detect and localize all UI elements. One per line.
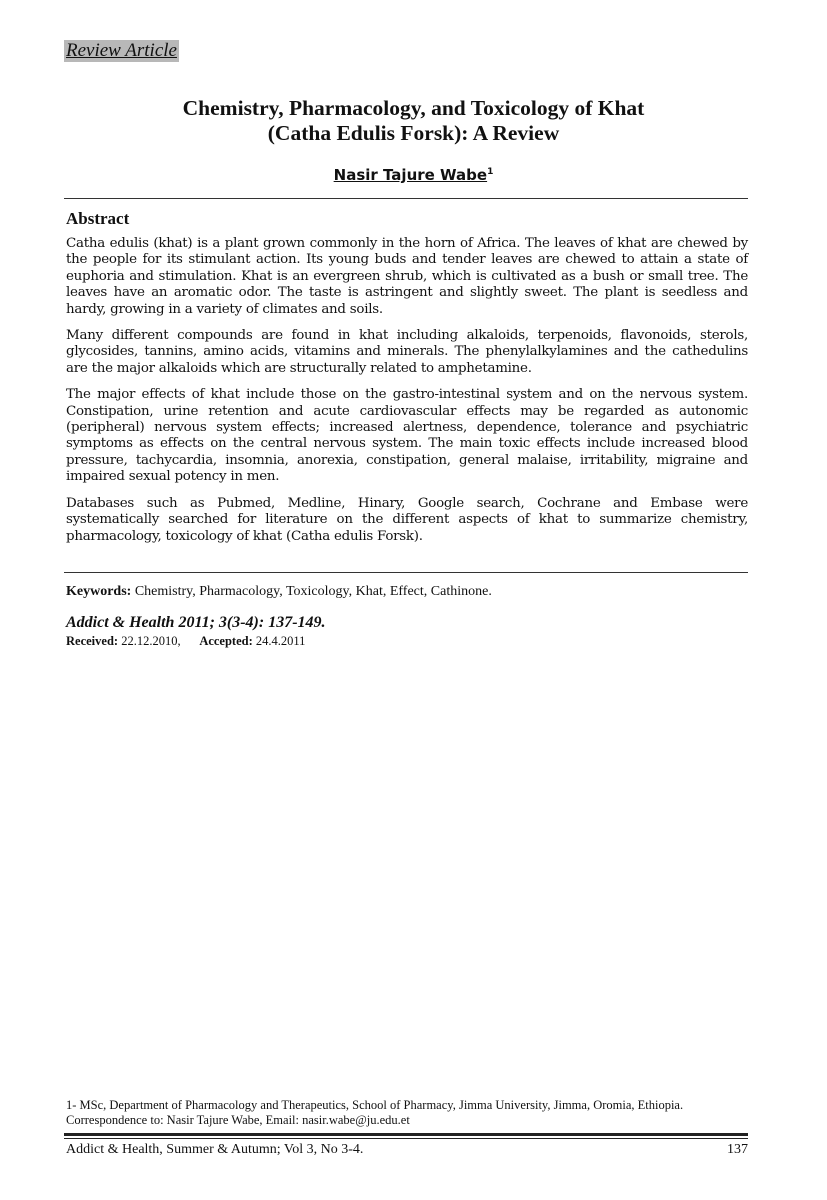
title-line-2: (Catha Edulis Forsk): A Review xyxy=(267,121,560,145)
page-footer xyxy=(66,1142,748,1158)
article-type-label: Review Article xyxy=(66,40,177,61)
divider-keywords xyxy=(64,572,748,573)
footnote-affiliation: 1- MSc, Department of Pharmacology and Therapeutics, School of Pharmacy, Jimma University, Jimma, Oromia, Ethiopia. xyxy=(66,1098,684,1112)
keywords xyxy=(66,584,492,600)
accepted-label: Accepted: xyxy=(199,634,253,648)
footnote xyxy=(66,1098,683,1128)
received-label: Received: xyxy=(66,634,119,648)
accepted-date: 24.4.2011 xyxy=(255,634,306,648)
keywords-label: Keywords: xyxy=(66,584,132,599)
divider-top xyxy=(64,198,748,199)
citation: Addict & Health 2011; 3(3-4): 137-149. xyxy=(66,614,326,631)
abstract-paragraph: Catha edulis (khat) is a plant grown commonly in the horn of Africa. The leaves of khat are chewed by the people for its stimulant action. Its young buds and tender leaves are chewed to attain a state of euphoria and stimulation. Khat is an evergreen shrub, which is cultivated as a bush or small tree. The leaves have an aromatic odor. The taste is astringent and slightly sweet. The plant is seedless and hardy, growing in a variety of climates and soils. xyxy=(66,236,748,317)
author-name: Nasir Tajure Wabe xyxy=(333,166,488,184)
abstract-body xyxy=(66,236,748,555)
title-line-1: Chemistry, Pharmacology, and Toxicology of Khat xyxy=(182,96,645,120)
footer-rule-thick xyxy=(64,1133,748,1136)
author-line xyxy=(0,166,827,184)
dates xyxy=(66,634,305,649)
footer-rule-thin xyxy=(64,1138,748,1139)
abstract-paragraph: Databases such as Pubmed, Medline, Hinary, Google search, Cochrane and Embase were systematically searched for literature on the different aspects of khat to summarize chemistry, pharmacology, toxicology of khat (Catha edulis Forsk). xyxy=(66,495,748,544)
abstract-paragraph: The major effects of khat include those on the gastro-intestinal system and on the nervous system. Constipation, urine retention and acute cardiovascular effects may be regarded as autonomic (peripheral) nervous system effects; increased alertness, dependence, tolerance and psychiatric symptoms as effects on the central nervous system. The main toxic effects include increased blood pressure, tachycardia, insomnia, anorexia, constipation, general malaise, irritability, migraine and impaired sexual potency in men. xyxy=(66,387,748,485)
footer-journal: Addict & Health, Summer & Autumn; Vol 3, No 3-4. xyxy=(66,1142,364,1157)
author-affiliation-mark: 1 xyxy=(487,167,494,177)
footnote-correspondence: Correspondence to: Nasir Tajure Wabe, Email: nasir.wabe@ju.edu.et xyxy=(66,1113,410,1127)
article-title xyxy=(0,96,827,146)
abstract-paragraph: Many different compounds are found in khat including alkaloids, terpenoids, flavonoids, sterols, glycosides, tannins, amino acids, vitamins and minerals. The phenylalkylamines and the cathedulins are the major alkaloids which are structurally related to amphetamine. xyxy=(66,328,748,376)
abstract-heading: Abstract xyxy=(66,209,130,228)
received-date: 22.12.2010, xyxy=(121,634,181,648)
keywords-list: Chemistry, Pharmacology, Toxicology, Khat, Effect, Cathinone. xyxy=(134,584,492,599)
page-number: 137 xyxy=(727,1142,748,1157)
